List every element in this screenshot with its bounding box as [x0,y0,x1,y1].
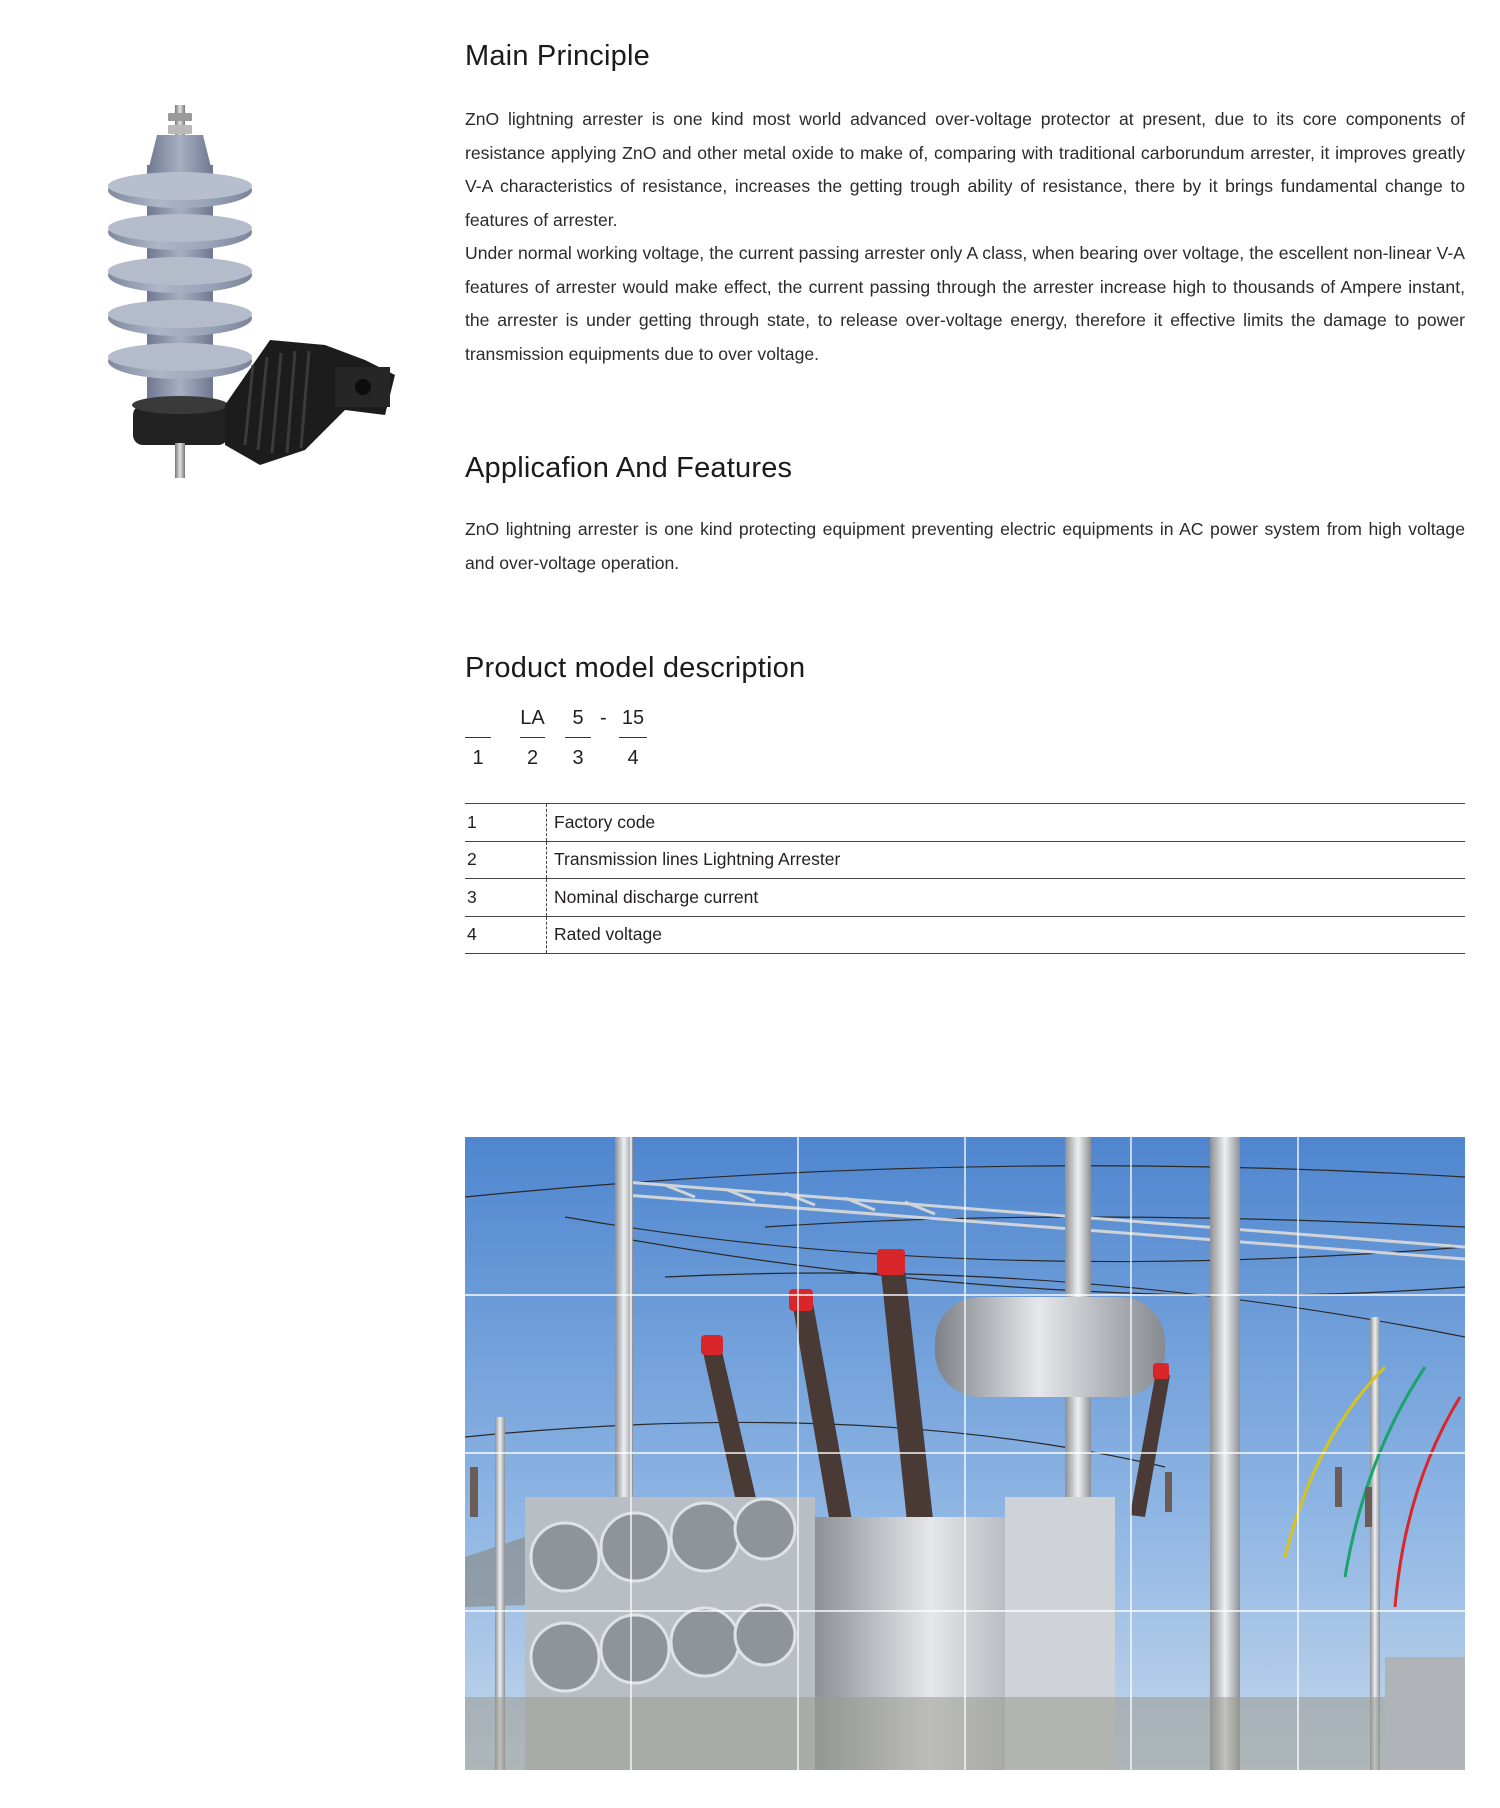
model-code-segment-3: 5 3 [565,703,591,772]
row-number: 1 [465,804,547,842]
row-label: Transmission lines Lightning Arrester [547,841,1466,879]
model-description-title: Product model description [465,652,806,684]
application-paragraph: ZnO lightning arrester is one kind protecting equipment preventing electric equipments in AC power system from high voltage and over-voltage operation. [465,519,1465,573]
row-label: Rated voltage [547,916,1466,954]
model-code-segment-1: 1 [465,703,491,772]
row-label: Nominal discharge current [547,879,1466,917]
application-title: Applicafion And Features [465,452,793,484]
main-principle-paragraph-1: ZnO lightning arrester is one kind most world advanced over-voltage protector at present, due to its core components of resistance applying ZnO and other metal oxide to make of, comparing with traditional carborundum arrester, it improves greatly V-A characteristics of resistance, increases the getting trough ability of resistance, there by it brings fundamental change to features of arrester. [465,109,1465,230]
row-number: 2 [465,841,547,879]
application-section [465,452,1465,580]
main-principle-title: Main Principle [465,40,650,72]
model-code-diagram [465,703,1465,799]
substation-photo [465,1137,1465,1770]
table-row [465,804,1465,842]
model-code-segment-2: LA 2 [520,703,545,772]
row-number: 4 [465,916,547,954]
row-number: 3 [465,879,547,917]
row-label: Factory code [547,804,1466,842]
model-description-table [465,803,1465,954]
application-text [465,513,1465,580]
model-code-segment-4: 15 4 [619,703,647,772]
arrester-product-image [95,105,420,505]
main-principle-text [465,103,1465,371]
model-description-section [465,652,1465,954]
main-principle-section [465,40,1465,371]
table-row [465,879,1465,917]
main-principle-paragraph-2: Under normal working voltage, the current passing arrester only A class, when bearing over voltage, the escellent non-linear V-A features of arrester would make effect, the current passing through the arrester increase high to thousands of Ampere instant, the arrester is under getting through state, to release over-voltage energy, therefore it effective limits the damage to power transmission equipments due to over voltage. [465,243,1465,364]
model-code-separator: - [600,707,607,729]
table-row [465,841,1465,879]
table-row [465,916,1465,954]
